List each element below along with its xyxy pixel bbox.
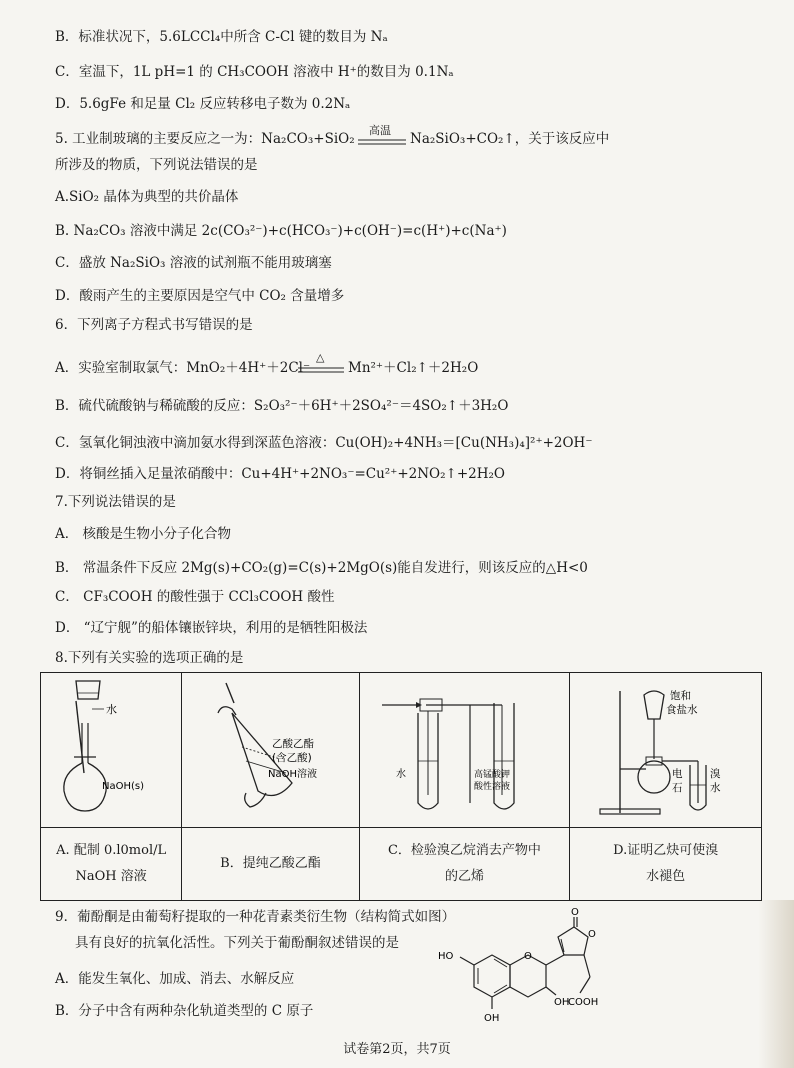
q7-option-d: D． “辽宁舰”的船体镶嵌锌块，利用的是牺牲阳极法 [55,620,368,636]
page-edge-shadow [758,900,794,1068]
figure-b-naoh-label: NaOH溶液 [268,769,318,780]
q4-option-d: D．5.6gFe 和足量 Cl₂ 反应转移电子数为 0.2Nₐ [55,96,351,112]
experiment-d-figure [570,673,762,828]
q6-option-d: D．将铜丝插入足量浓硝酸中：Cu+4H⁺+2NO₃⁻=Cu²⁺+2NO₂↑+2H₂O [55,466,505,482]
experiment-a-figure [41,673,182,828]
figure-c-kmno4-label-1: 高锰酸钾 [474,770,511,780]
q7-option-b: B． 常温条件下反应 2Mg(s)+CO₂(g)=C(s)+2MgO(s)能自发进行，则该反应的△H<0 [55,560,588,576]
grape-ketone-structure-icon [430,907,630,1027]
structure-label-o-lactone: O [588,929,596,940]
caption-a-line1: A. 配制 0.l0mol/L [56,843,167,858]
figure-d-brine-label-1: 饱和 [669,690,691,702]
q9-stem-line1: 9．葡酚酮是由葡萄籽提取的一种花青素类衍生物（结构简式如图） [55,909,456,925]
structure-label-cooh: COOH [568,997,599,1008]
q7-option-c: C． CF₃COOH 的酸性强于 CCl₃COOH 酸性 [55,589,335,605]
acetylene-apparatus-icon [586,673,746,823]
structure-label-o-ring: O [524,951,532,962]
q7-option-a: A． 核酸是生物小分子化合物 [55,526,232,542]
experiment-b-caption [182,828,359,901]
figure-d-bromine-label-1: 溴 [709,768,721,780]
structure-label-oh-bottom: OH [484,1013,500,1024]
experiment-d-caption [570,828,762,901]
q9-stem-line2: 具有良好的抗氧化活性。下列关于葡酚酮叙述错误的是 [75,935,399,951]
figure-c-water-label: 水 [396,769,407,780]
page-footer: 试卷第2页，共7页 [343,1042,451,1057]
figure-d-brine-label-2: 食盐水 [665,704,698,716]
caption-d-line1: D.证明乙炔可使溴 [613,843,719,858]
q7-stem: 7.下列说法错误的是 [55,494,176,510]
figure-d-carbide-label-1: 电 [671,768,683,780]
q6-option-c: C．氢氧化铜浊液中滴加氨水得到深蓝色溶液：Cu(OH)₂+4NH₃＝[Cu(NH₃)₄]²⁺+2OH⁻ [55,435,593,451]
figure-c-kmno4-label-2: 酸性溶液 [474,782,511,792]
q8-stem: 8.下列有关实验的选项正确的是 [55,650,244,666]
q5-option-b: B. Na₂CO₃ 溶液中满足 2c(CO₃²⁻)+c(HCO₃⁻)+c(OH⁻)=c(H⁺)+c(Na⁺) [55,223,507,239]
q4-option-c: C．室温下，1L pH=1 的 CH₃COOH 溶液中 H⁺的数目为 0.1Nₐ [55,64,454,80]
volumetric-flask-icon [52,673,170,823]
caption-c-line2: 的乙烯 [444,869,484,884]
q6-option-a-part1: A．实验室制取氯气：MnO₂＋4H⁺＋2Cl⁻ [55,360,311,376]
caption-d-line2: 水褪色 [646,869,686,884]
q6-option-b: B．硫代硫酸钠与稀硫酸的反应：S₂O₃²⁻＋6H⁺＋2SO₄²⁻＝4SO₂↑＋3H₂O [55,398,509,414]
q5-condition: 高温 [369,124,391,137]
q5-option-c: C．盛放 Na₂SiO₃ 溶液的试剂瓶不能用玻璃塞 [55,255,332,271]
caption-a-line2: NaOH 溶液 [75,869,147,884]
figure-d-bromine-label-2: 水 [709,782,721,794]
structure-label-oh-mid: OH [554,997,570,1008]
experiment-b-figure [182,673,359,828]
experiment-a-caption [41,828,182,901]
figure-b-ester-label: 乙酸乙酯 [272,738,315,750]
q6-option-a-condition: △ [316,351,325,364]
q9-option-b: B．分子中含有两种杂化轨道类型的 C 原子 [55,1003,314,1019]
q5-stem-part1: 5. 工业制玻璃的主要反应之一为：Na₂CO₃+SiO₂ [55,131,355,147]
q9-option-a: A．能发生氧化、加成、消去、水解反应 [55,971,295,987]
q5-option-a: A.SiO₂ 晶体为典型的共价晶体 [55,189,239,205]
q6-stem: 6．下列离子方程式书写错误的是 [55,317,253,333]
q5-stem-part2: Na₂SiO₃+CO₂↑，关于该反应中 [410,131,610,147]
q5-stem-part3: 所涉及的物质，下列说法错误的是 [55,157,258,173]
figure-a-water-label: 水 [106,703,118,716]
figure-d-carbide-label-2: 石 [671,782,683,794]
q5-option-d: D．酸雨产生的主要原因是空气中 CO₂ 含量增多 [55,288,345,304]
structure-label-o-top: O [571,907,579,918]
q6-equal-arrow [298,366,344,374]
experiment-table [40,672,762,901]
experiment-c-figure [359,673,570,828]
figure-b-acid-label: (含乙酸) [272,752,313,764]
experiment-c-caption [359,828,570,901]
gas-test-tubes-icon [376,673,552,823]
q4-option-b: B．标准状况下，5.6LCCl₄中所含 C-Cl 键的数目为 Nₐ [55,29,388,45]
caption-b: B．提纯乙酸乙酯 [220,856,321,871]
caption-c-line1: C．检验溴乙烷消去产物中 [387,843,541,858]
separatory-funnel-icon [196,673,344,823]
q6-option-a-part2: Mn²⁺＋Cl₂↑＋2H₂O [348,360,479,376]
structure-label-ho-left: HO [438,951,454,962]
q5-equal-arrow [358,138,406,146]
figure-a-solid-label: NaOH(s) [102,781,145,792]
